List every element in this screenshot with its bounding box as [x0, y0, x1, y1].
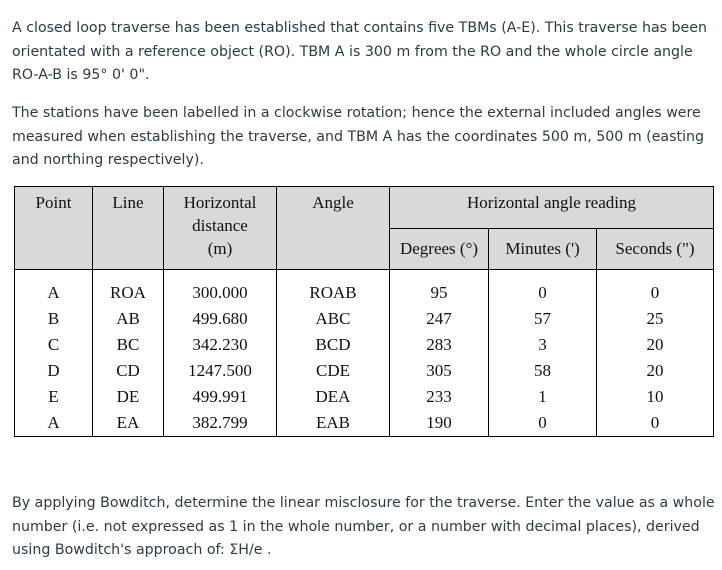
cell-distance: 300.000 — [164, 280, 277, 306]
intro-paragraph: A closed loop traverse has been established that contains five TBMs (A-E). This traverse has been orientated with a reference object (RO). TBM A is 300 m from the RO and the whole circle angle RO-A-B is 95° 0' 0". — [12, 20, 708, 83]
cell-line: BC — [93, 332, 164, 358]
cell-point: B — [15, 306, 93, 332]
cell-angle: BCD — [277, 332, 390, 358]
cell-distance: 499.680 — [164, 306, 277, 332]
cell-distance: 382.799 — [164, 410, 277, 437]
cell-degrees: 305 — [390, 358, 489, 384]
cell-seconds: 20 — [597, 358, 714, 384]
cell-minutes: 3 — [489, 332, 597, 358]
header-distance-line1: Horizontal — [183, 193, 257, 212]
cell-angle: EAB — [277, 410, 390, 437]
cell-angle: CDE — [277, 358, 390, 384]
cell-degrees: 283 — [390, 332, 489, 358]
question-paragraph: By applying Bowditch, determine the linear misclosure for the traverse. Enter the value as a whole number (i.e. not expressed as 1 in the whole number, or a number with decimal places), derived using Bowditch's approach of: ΣH/e . — [12, 495, 715, 558]
table-row — [15, 384, 714, 410]
cell-minutes: 58 — [489, 358, 597, 384]
header-line: Line — [93, 187, 164, 270]
cell-line: AB — [93, 306, 164, 332]
header-distance — [164, 187, 277, 270]
cell-seconds: 0 — [597, 410, 714, 437]
table-row — [15, 280, 714, 306]
cell-angle: ROAB — [277, 280, 390, 306]
cell-seconds: 25 — [597, 306, 714, 332]
traverse-table — [14, 186, 714, 437]
cell-minutes: 57 — [489, 306, 597, 332]
table-row — [15, 410, 714, 437]
cell-line: DE — [93, 384, 164, 410]
cell-point: E — [15, 384, 93, 410]
cell-line: EA — [93, 410, 164, 437]
header-seconds: Seconds (") — [597, 229, 714, 270]
cell-seconds: 10 — [597, 384, 714, 410]
cell-distance: 1247.500 — [164, 358, 277, 384]
cell-point: A — [15, 410, 93, 437]
cell-point: A — [15, 280, 93, 306]
table-spacer-row — [15, 270, 714, 281]
cell-minutes: 0 — [489, 280, 597, 306]
cell-point: D — [15, 358, 93, 384]
cell-distance: 499.991 — [164, 384, 277, 410]
cell-point: C — [15, 332, 93, 358]
header-angle: Angle — [277, 187, 390, 270]
cell-degrees: 247 — [390, 306, 489, 332]
table-row — [15, 332, 714, 358]
table-row — [15, 358, 714, 384]
cell-distance: 342.230 — [164, 332, 277, 358]
cell-minutes: 0 — [489, 410, 597, 437]
cell-minutes: 1 — [489, 384, 597, 410]
stations-paragraph: The stations have been labelled in a clockwise rotation; hence the external included angles were measured when establishing the traverse, and TBM A has the coordinates 500 m, 500 m (easting and northing respectively). — [12, 105, 705, 168]
header-angle-reading: Horizontal angle reading — [390, 187, 714, 229]
cell-line: CD — [93, 358, 164, 384]
cell-line: ROA — [93, 280, 164, 306]
header-point: Point — [15, 187, 93, 270]
cell-degrees: 190 — [390, 410, 489, 437]
cell-seconds: 20 — [597, 332, 714, 358]
header-distance-line2: distance — [192, 216, 248, 235]
header-degrees: Degrees (°) — [390, 229, 489, 270]
cell-angle: DEA — [277, 384, 390, 410]
header-distance-line3: (m) — [207, 239, 233, 258]
header-minutes: Minutes (') — [489, 229, 597, 270]
cell-degrees: 95 — [390, 280, 489, 306]
cell-seconds: 0 — [597, 280, 714, 306]
cell-angle: ABC — [277, 306, 390, 332]
cell-degrees: 233 — [390, 384, 489, 410]
table-row — [15, 306, 714, 332]
